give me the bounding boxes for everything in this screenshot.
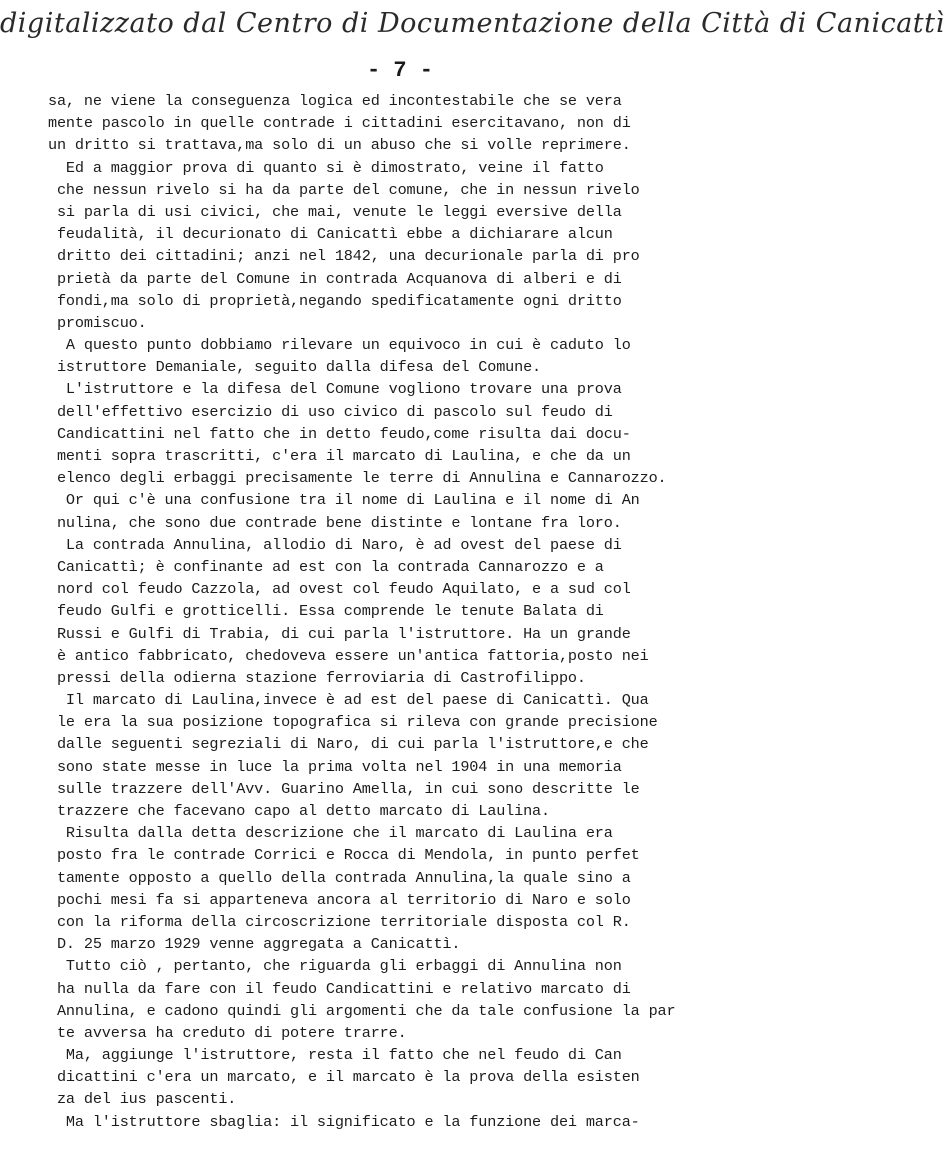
text-line: pochi mesi fa si apparteneva ancora al territorio di Naro e solo — [48, 890, 631, 909]
text-line: Or qui c'è una confusione tra il nome di Laulina e il nome di An — [48, 491, 640, 510]
text-line: Ma l'istruttore sbaglia: il significato e la funzione dei marca- — [48, 1112, 640, 1131]
text-line: che nessun rivelo si ha da parte del comune, che in nessun rivelo — [48, 180, 640, 199]
text-line: un dritto si trattava,ma solo di un abuso che si volle reprimere. — [48, 136, 631, 155]
text-line: dritto dei cittadini; anzi nel 1842, una decurionale parla di pro — [48, 247, 640, 266]
digitization-header: digitalizzato dal Centro di Documentazione della Città di Canicattì — [0, 8, 945, 39]
text-line: tamente opposto a quello della contrada Annulina,la quale sino a — [48, 868, 631, 887]
text-line: feudo Gulfi e grotticelli. Essa comprende le tenute Balata di — [48, 602, 604, 621]
text-line: mente pascolo in quelle contrade i cittadini esercitavano, non di — [48, 114, 631, 133]
text-line: nulina, che sono due contrade bene distinte e lontane fra loro. — [48, 513, 622, 532]
text-line: menti sopra trascritti, c'era il marcato di Laulina, e che da un — [48, 447, 631, 465]
text-line: dalle seguenti segreziali di Naro, di cui parla l'istruttore,e che — [48, 735, 649, 754]
text-line: nord col feudo Cazzola, ad ovest col feudo Aquilato, e a sud col — [48, 580, 631, 599]
text-line: Ma, aggiunge l'istruttore, resta il fatto che nel feudo di Can — [48, 1046, 622, 1065]
text-line: Il marcato di Laulina,invece è ad est del paese di Canicattì. Qua — [48, 691, 649, 710]
page-number: - 7 - — [366, 58, 433, 83]
text-line: Ed a maggior prova di quanto si è dimostrato, veine il fatto — [48, 158, 604, 177]
text-line: è antico fabbricato, chedoveva essere un'antica fattoria,posto nei — [48, 646, 649, 665]
text-line: sulle trazzere dell'Avv. Guarino Amella, in cui sono descritte le — [48, 779, 640, 798]
text-line: sono state messe in luce la prima volta nel 1904 in una memoria — [48, 757, 622, 776]
typewritten-body — [48, 90, 788, 1133]
text-line: ha nulla da fare con il feudo Candicattini e relativo marcato di — [48, 979, 631, 998]
text-line: L'istruttore e la difesa del Comune vogliono trovare una prova — [48, 380, 622, 399]
text-line: Risulta dalla detta descrizione che il marcato di Laulina era — [48, 824, 613, 843]
text-line: con la riforma della circoscrizione territoriale disposta col R. — [48, 912, 631, 931]
text-line: promiscuo. — [48, 313, 147, 332]
text-line: istruttore Demaniale, seguito dalla difesa del Comune. — [48, 358, 542, 377]
text-line: za del ius pascenti. — [48, 1090, 237, 1109]
text-line: feudalità, il decurionato di Canicattì ebbe a dichiarare alcun — [48, 225, 613, 244]
text-line: sa, ne viene la conseguenza logica ed incontestabile che se vera — [48, 92, 622, 110]
text-line: Candicattini nel fatto che in detto feudo,come risulta dai docu- — [48, 424, 631, 443]
text-line: si parla di usi civici, che mai, venute le leggi eversive della — [48, 202, 622, 221]
text-line: dell'effettivo esercizio di uso civico di pascolo sul feudo di — [48, 402, 613, 421]
text-line: dicattini c'era un marcato, e il marcato è la prova della esisten — [48, 1068, 640, 1087]
text-line: Russi e Gulfi di Trabia, di cui parla l'istruttore. Ha un grande — [48, 624, 631, 643]
text-line: posto fra le contrade Corrici e Rocca di Mendola, in punto perfet — [48, 846, 640, 865]
text-line: A questo punto dobbiamo rilevare un equivoco in cui è caduto lo — [48, 336, 631, 355]
text-line: Annulina, e cadono quindi gli argomenti che da tale confusione la par — [48, 1001, 676, 1020]
text-line: prietà da parte del Comune in contrada Acquanova di alberi e di — [48, 269, 622, 288]
text-line: D. 25 marzo 1929 venne aggregata a Canicattì. — [48, 935, 461, 954]
text-line: Canicattì; è confinante ad est con la contrada Cannarozzo e a — [48, 557, 604, 576]
text-line: elenco degli erbaggi precisamente le terre di Annulina e Cannarozzo. — [48, 469, 667, 488]
text-line: le era la sua posizione topografica si rileva con grande precisione — [48, 713, 658, 732]
text-line: pressi della odierna stazione ferroviaria di Castrofilippo. — [48, 668, 586, 687]
text-line: fondi,ma solo di proprietà,negando spedificatamente ogni dritto — [48, 291, 622, 310]
text-line: Tutto ciò , pertanto, che riguarda gli erbaggi di Annulina non — [48, 957, 622, 976]
text-line: te avversa ha creduto di potere trarre. — [48, 1023, 407, 1042]
text-line: trazzere che facevano capo al detto marcato di Laulina. — [48, 802, 550, 820]
text-line: La contrada Annulina, allodio di Naro, è ad ovest del paese di — [48, 535, 622, 554]
